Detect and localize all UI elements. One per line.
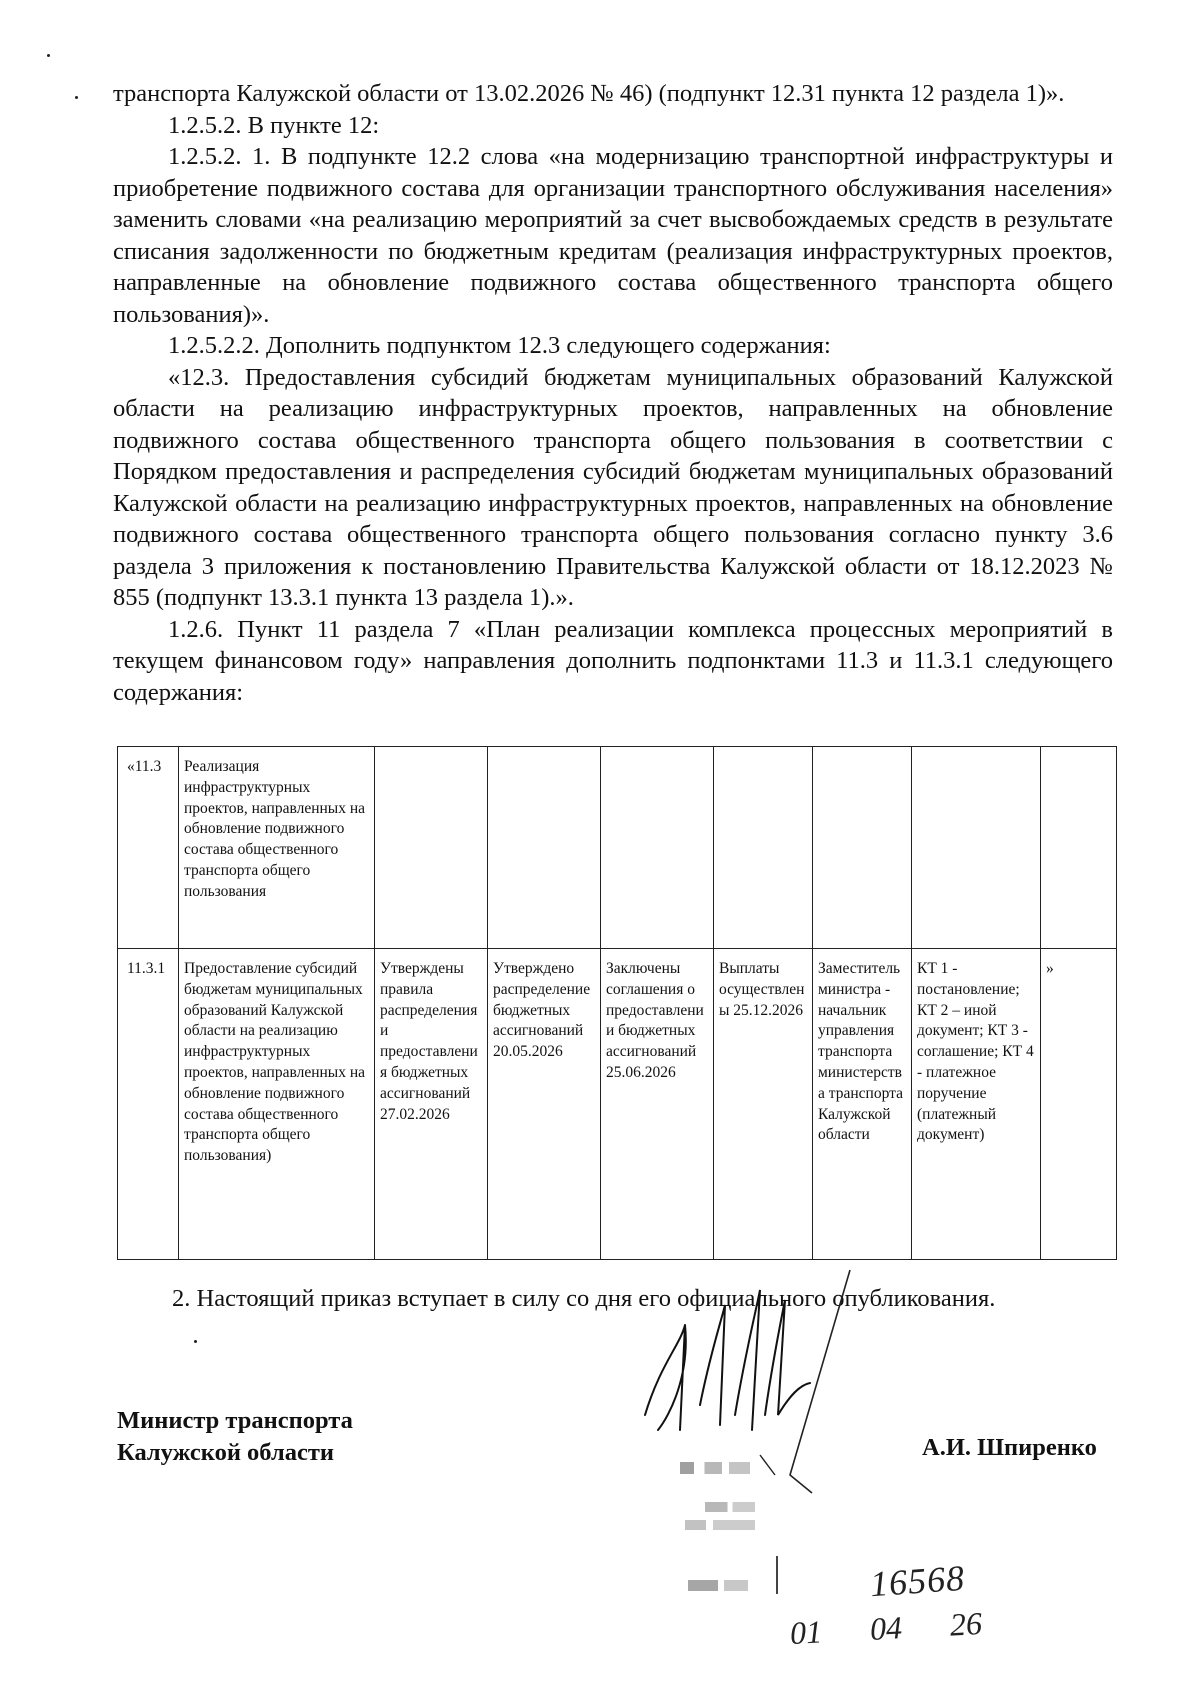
table-row (118, 747, 1117, 949)
scan-speck (75, 96, 78, 99)
table-cell-responsible (813, 747, 912, 949)
table-cell-event (375, 747, 488, 949)
plan-table (117, 746, 1117, 1260)
table-cell-event: Заключены соглашения о предоставлении бюджетных ассигнований 25.06.2026 (601, 949, 714, 1260)
signatory-name: А.И. Шпиренко (922, 1434, 1097, 1461)
paragraph: 1.2.5.2.2. Дополнить подпунктом 12.3 следующего содержания: (168, 332, 831, 359)
stamp-fragment (680, 1462, 750, 1474)
paragraph: 1.2.6. Пункт 11 раздела 7 «План реализации комплекса процессных мероприятий в текущем финансовом году» направления дополнить подпонктами 11.3 и 11.3.1 следующего содержания: (113, 615, 1113, 706)
table-cell-event (714, 747, 813, 949)
table-cell-event (488, 747, 601, 949)
scan-speck (194, 1340, 197, 1343)
signature-icon (640, 1265, 880, 1545)
paragraph: «12.3. Предоставления субсидий бюджетам муниципальных образований Калужской области на реализацию инфраструктурных проектов, направленных на обновление подвижного состава общественного транспорта общего пользования в соответствии с Порядком предоставления и распределения субсидий бюджетам муниципальных образований Калужской области на реализацию инфраструктурных проектов, направленных на обновление подвижного состава общественного транспорта общего пользования согласно пункту 3.6 раздела 3 приложения к постановлению Правительства Калужской области от 18.12.2023 № 855 (подпункт 13.3.1 пункта 13 раздела 1).». (113, 363, 1113, 611)
scan-speck (47, 54, 50, 57)
table-cell-event: Утверждено распределение бюджетных ассигнований 20.05.2026 (488, 949, 601, 1260)
table-cell-event: Выплаты осуществлены 25.12.2026 (714, 949, 813, 1260)
table-row (118, 949, 1117, 1260)
table-cell-end (1041, 747, 1117, 949)
stamp-fragment (688, 1580, 748, 1591)
table-cell-event (601, 747, 714, 949)
closing-paragraph: 2. Настоящий приказ вступает в силу со дня его официального опубликования. (172, 1285, 996, 1312)
signatory-position (117, 1405, 353, 1469)
paragraph: 1.2.5.2. 1. В подпункте 12.2 слова «на модернизацию транспортной инфраструктуры и приобретение подвижного состава для организации транспортного обслуживания населения» заменить словами «на реализацию мероприятий за счет высвобождаемых средств в результате списания задолженности по бюджетным кредитам (реализация инфраструктурных проектов, направленные на обновление подвижного состава общественного транспорта общего пользования)». (113, 143, 1113, 328)
table-cell-event: Утверждены правила распределения и предоставления бюджетных ассигнований 27.02.2026 (375, 949, 488, 1260)
table-cell-document (912, 747, 1041, 949)
table-cell-name: Реализация инфраструктурных проектов, направленных на обновление подвижного состава общественного транспорта общего пользования (179, 747, 375, 949)
position-line: Министр транспорта (117, 1407, 353, 1434)
paragraph: транспорта Калужской области от 13.02.2026 № 46) (подпункт 12.31 пункта 12 раздела 1)». (113, 80, 1065, 107)
paragraph: 1.2.5.2. В пункте 12: (168, 111, 380, 139)
table-cell-number: «11.3 (118, 747, 179, 949)
table-cell-responsible: Заместитель министра - начальник управления транспорта министерства транспорта Калужской области (813, 949, 912, 1260)
position-line: Калужской области (117, 1439, 334, 1466)
table-cell-name: Предоставление субсидий бюджетам муниципальных образований Калужской области на реализацию инфраструктурных проектов, направленных на обновление подвижного состава общественного транспорта общего пользования) (179, 949, 375, 1260)
body-text (113, 78, 1113, 708)
stamp-fragment (705, 1502, 755, 1512)
table-cell-document: КТ 1 - постановление; КТ 2 – иной документ; КТ 3 - соглашение; КТ 4 - платежное поручение (платежный документ) (912, 949, 1041, 1260)
table-cell-number: 11.3.1 (118, 949, 179, 1260)
table-cell-end: » (1041, 949, 1117, 1260)
stamp-line (776, 1556, 778, 1594)
registration-number: 16568 (868, 1557, 967, 1605)
registration-date: 01 04 26 (789, 1605, 983, 1652)
stamp-fragment (685, 1520, 755, 1530)
